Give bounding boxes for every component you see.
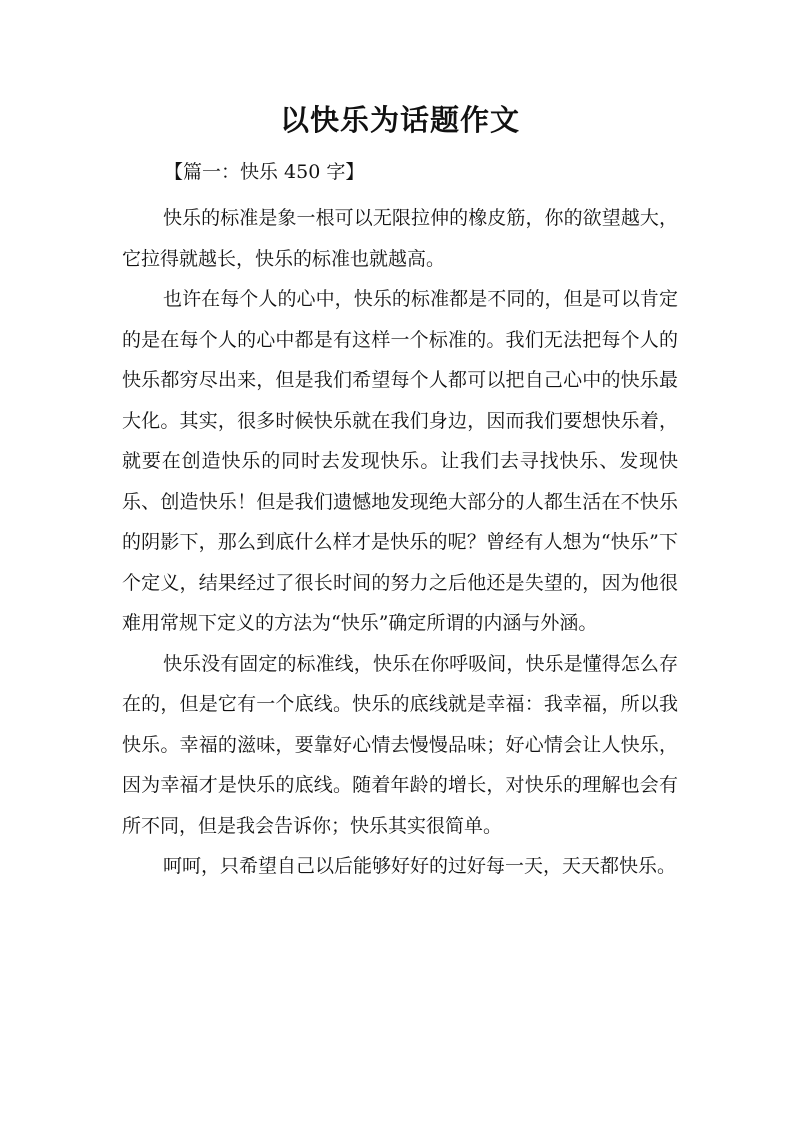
paragraph-2: 也许在每个人的心中，快乐的标准都是不同的，但是可以肯定的是在每个人的心中都是有这样一个标准的。我们无法把每个人的快乐都穷尽出来，但是我们希望每个人都可以把自己心中的快乐最大化。其实，很多时候快乐就在我们身边，因而我们要想快乐着，就要在创造快乐的同时去发现快乐。让我们去寻找快乐、发现快乐、创造快乐！但是我们遗憾地发现绝大部分的人都生活在不快乐的阴影下，那么到底什么样才是快乐的呢？曾经有人想为“快乐”下个定义，结果经过了很长时间的努力之后他还是失望的，因为他很难用常规下定义的方法为“快乐”确定所谓的内涵与外涵。 <box>122 288 678 634</box>
paragraph-1: 快乐的标准是象一根可以无限拉伸的橡皮筋，你的欲望越大，它拉得就越长，快乐的标准也就越高。 <box>122 207 678 270</box>
document-title: 以快乐为话题作文 <box>279 103 520 137</box>
paragraph-4: 呵呵，只希望自己以后能够好好的过好每一天，天天都快乐。 <box>163 855 677 877</box>
section-label: 【篇一：快乐 450 字】 <box>164 161 365 183</box>
paragraph-3: 快乐没有固定的标准线，快乐在你呼吸间，快乐是懂得怎么存在的，但是它有一个底线。快乐的底线就是幸福：我幸福，所以我快乐。幸福的滋味，要靠好心情去慢慢品味；好心情会让人快乐，因为幸福才是快乐的底线。随着年龄的增长，对快乐的理解也会有所不同，但是我会告诉你；快乐其实很简单。 <box>122 652 678 837</box>
essay-body <box>122 198 678 887</box>
